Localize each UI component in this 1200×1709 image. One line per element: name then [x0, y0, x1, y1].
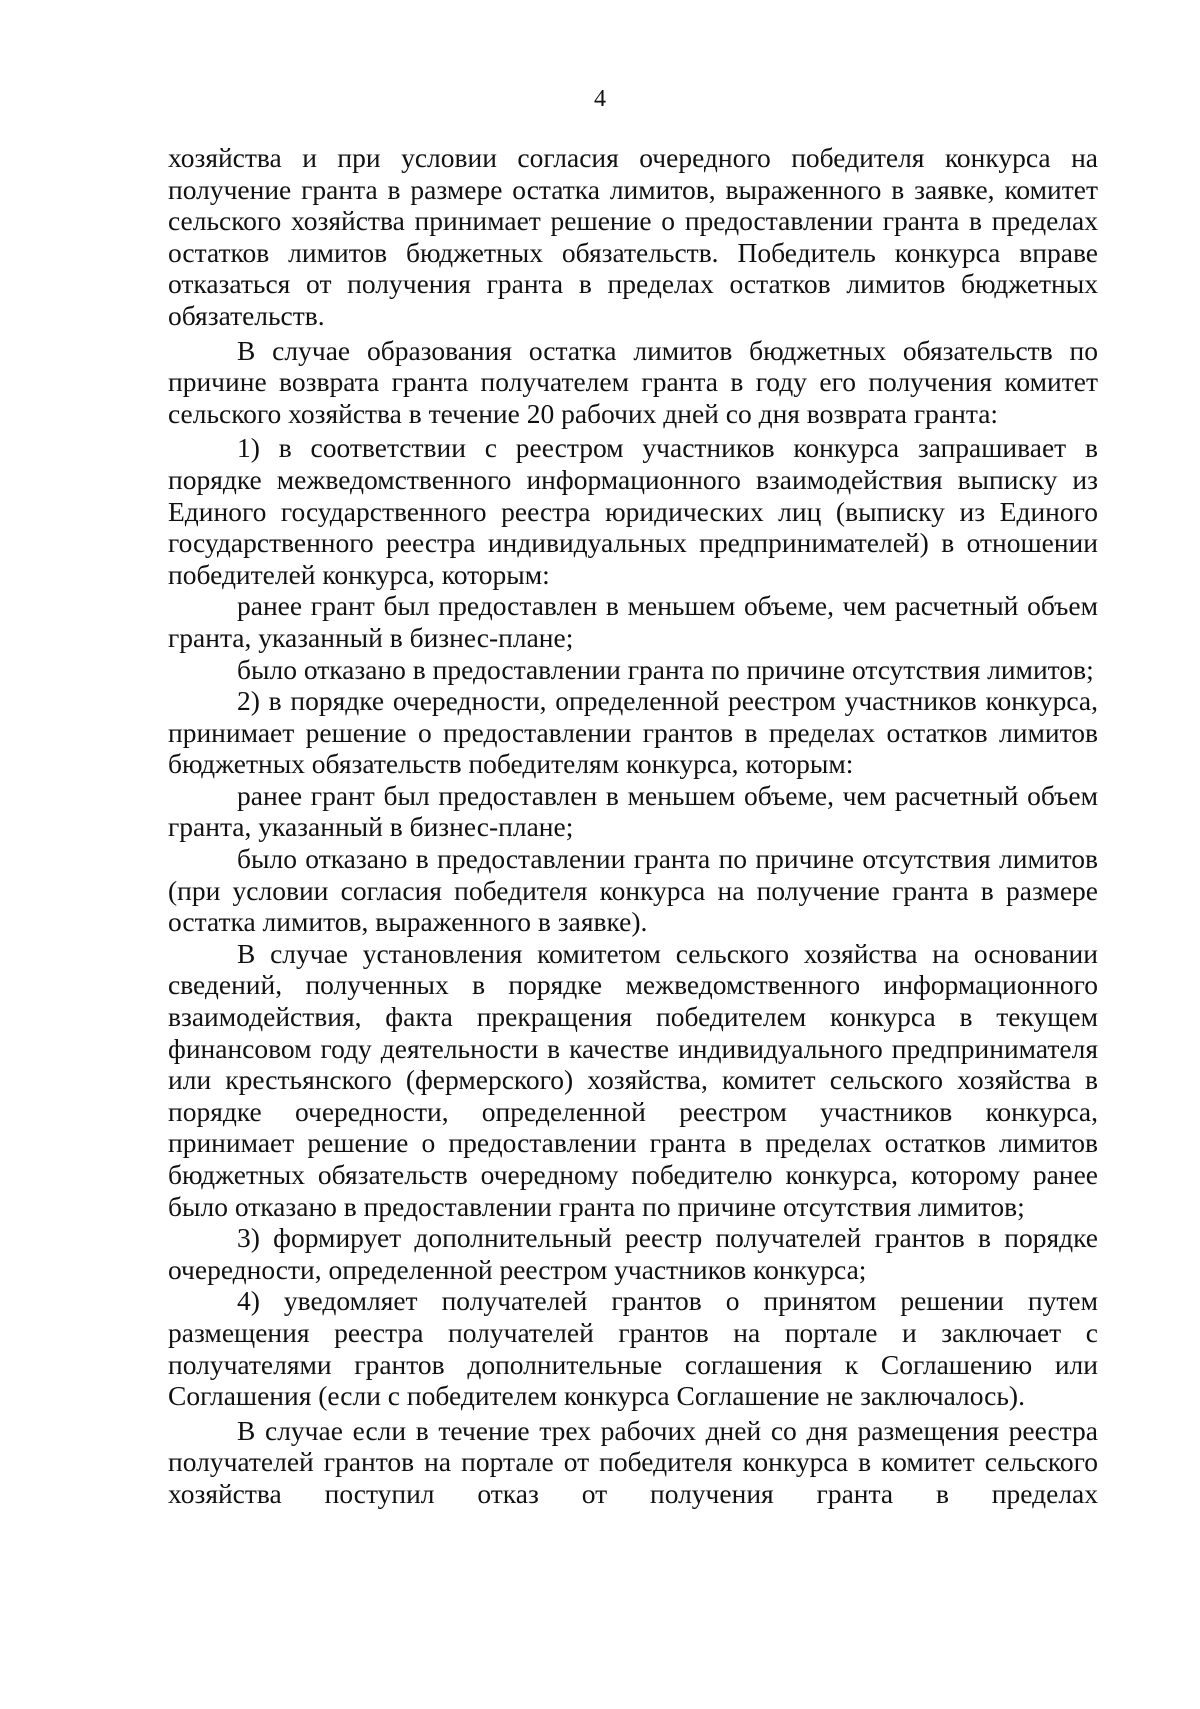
- paragraph-item-3: 3) формирует дополнительный реестр получателей грантов в порядке очередности, определенной реестром участников конкурса;: [168, 1222, 1098, 1285]
- paragraph-item-1-sub-a: ранее грант был предоставлен в меньшем объеме, чем расчетный объем гранта, указанный в бизнес-плане;: [168, 590, 1098, 653]
- paragraph-item-2-sub-a: ранее грант был предоставлен в меньшем объеме, чем расчетный объем гранта, указанный в бизнес-плане;: [168, 779, 1098, 843]
- page-number: 4: [594, 86, 606, 112]
- paragraph-item-1-sub-b: было отказано в предоставлении гранта по причине отсутствия лимитов;: [237, 653, 1094, 685]
- paragraph-refusal: В случае если в течение трех рабочих дней со дня размещения реестра получателей грантов на портале от победителя конкурса в комитет сельского хозяйства поступил отказ от получения гранта в пределах: [168, 1414, 1098, 1509]
- paragraph-continuation: хозяйства и при условии согласия очередного победителя конкурса на получение гранта в размере остатка лимитов, выраженного в заявке, комитет сельского хозяйства принимает решение о предоставлении гранта в пределах остатков лимитов бюджетных обязательств. Победитель конкурса вправе отказаться от получения гранта в пределах остатков лимитов бюджетных обязательств.: [168, 142, 1098, 331]
- paragraph-item-2-sub-b: было отказано в предоставлении гранта по причине отсутствия лимитов (при условии согласия победителя конкурса на получение гранта в размере остатка лимитов, выраженного в заявке).: [168, 843, 1098, 938]
- paragraph-budget-remainder: В случае образования остатка лимитов бюджетных обязательств по причине возврата гранта получателем гранта в году его получения комитет сельского хозяйства в течение 20 рабочих дней со дня возврата гранта:: [168, 334, 1098, 429]
- paragraph-item-4: 4) уведомляет получателей грантов о принятом решении путем размещения реестра получателей грантов на портале и заключает с получателями грантов дополнительные соглашения к Соглашению или Соглашения (если с победителем конкурса Соглашение не заключалось).: [168, 1285, 1098, 1412]
- paragraph-activity-termination: В случае установления комитетом сельского хозяйства на основании сведений, полученных в порядке межведомственного информационного взаимодействия, факта прекращения победителем конкурса в текущем финансовом году деятельности в качестве индивидуального предпринимателя или крестьянского (фермерского) хозяйства, комитет сельского хозяйства в порядке очередности, определенной реестром участников конкурса, принимает решение о предоставлении гранта в пределах остатков лимитов бюджетных обязательств очередному победителю конкурса, которому ранее было отказано в предоставлении гранта по причине отсутствия лимитов;: [168, 937, 1098, 1222]
- paragraph-item-2: 2) в порядке очередности, определенной реестром участников конкурса, принимает решение о предоставлении грантов в пределах остатков лимитов бюджетных обязательств победителям конкурса, которым:: [168, 685, 1098, 780]
- document-body: [168, 142, 1098, 1510]
- paragraph-item-1: 1) в соответствии с реестром участников конкурса запрашивает в порядке межведомственного информационного взаимодействия выписку из Единого государственного реестра юридических лиц (выписку из Единого государственного реестра индивидуальных предпринимателей) в отношении победителей конкурса, которым:: [168, 432, 1098, 590]
